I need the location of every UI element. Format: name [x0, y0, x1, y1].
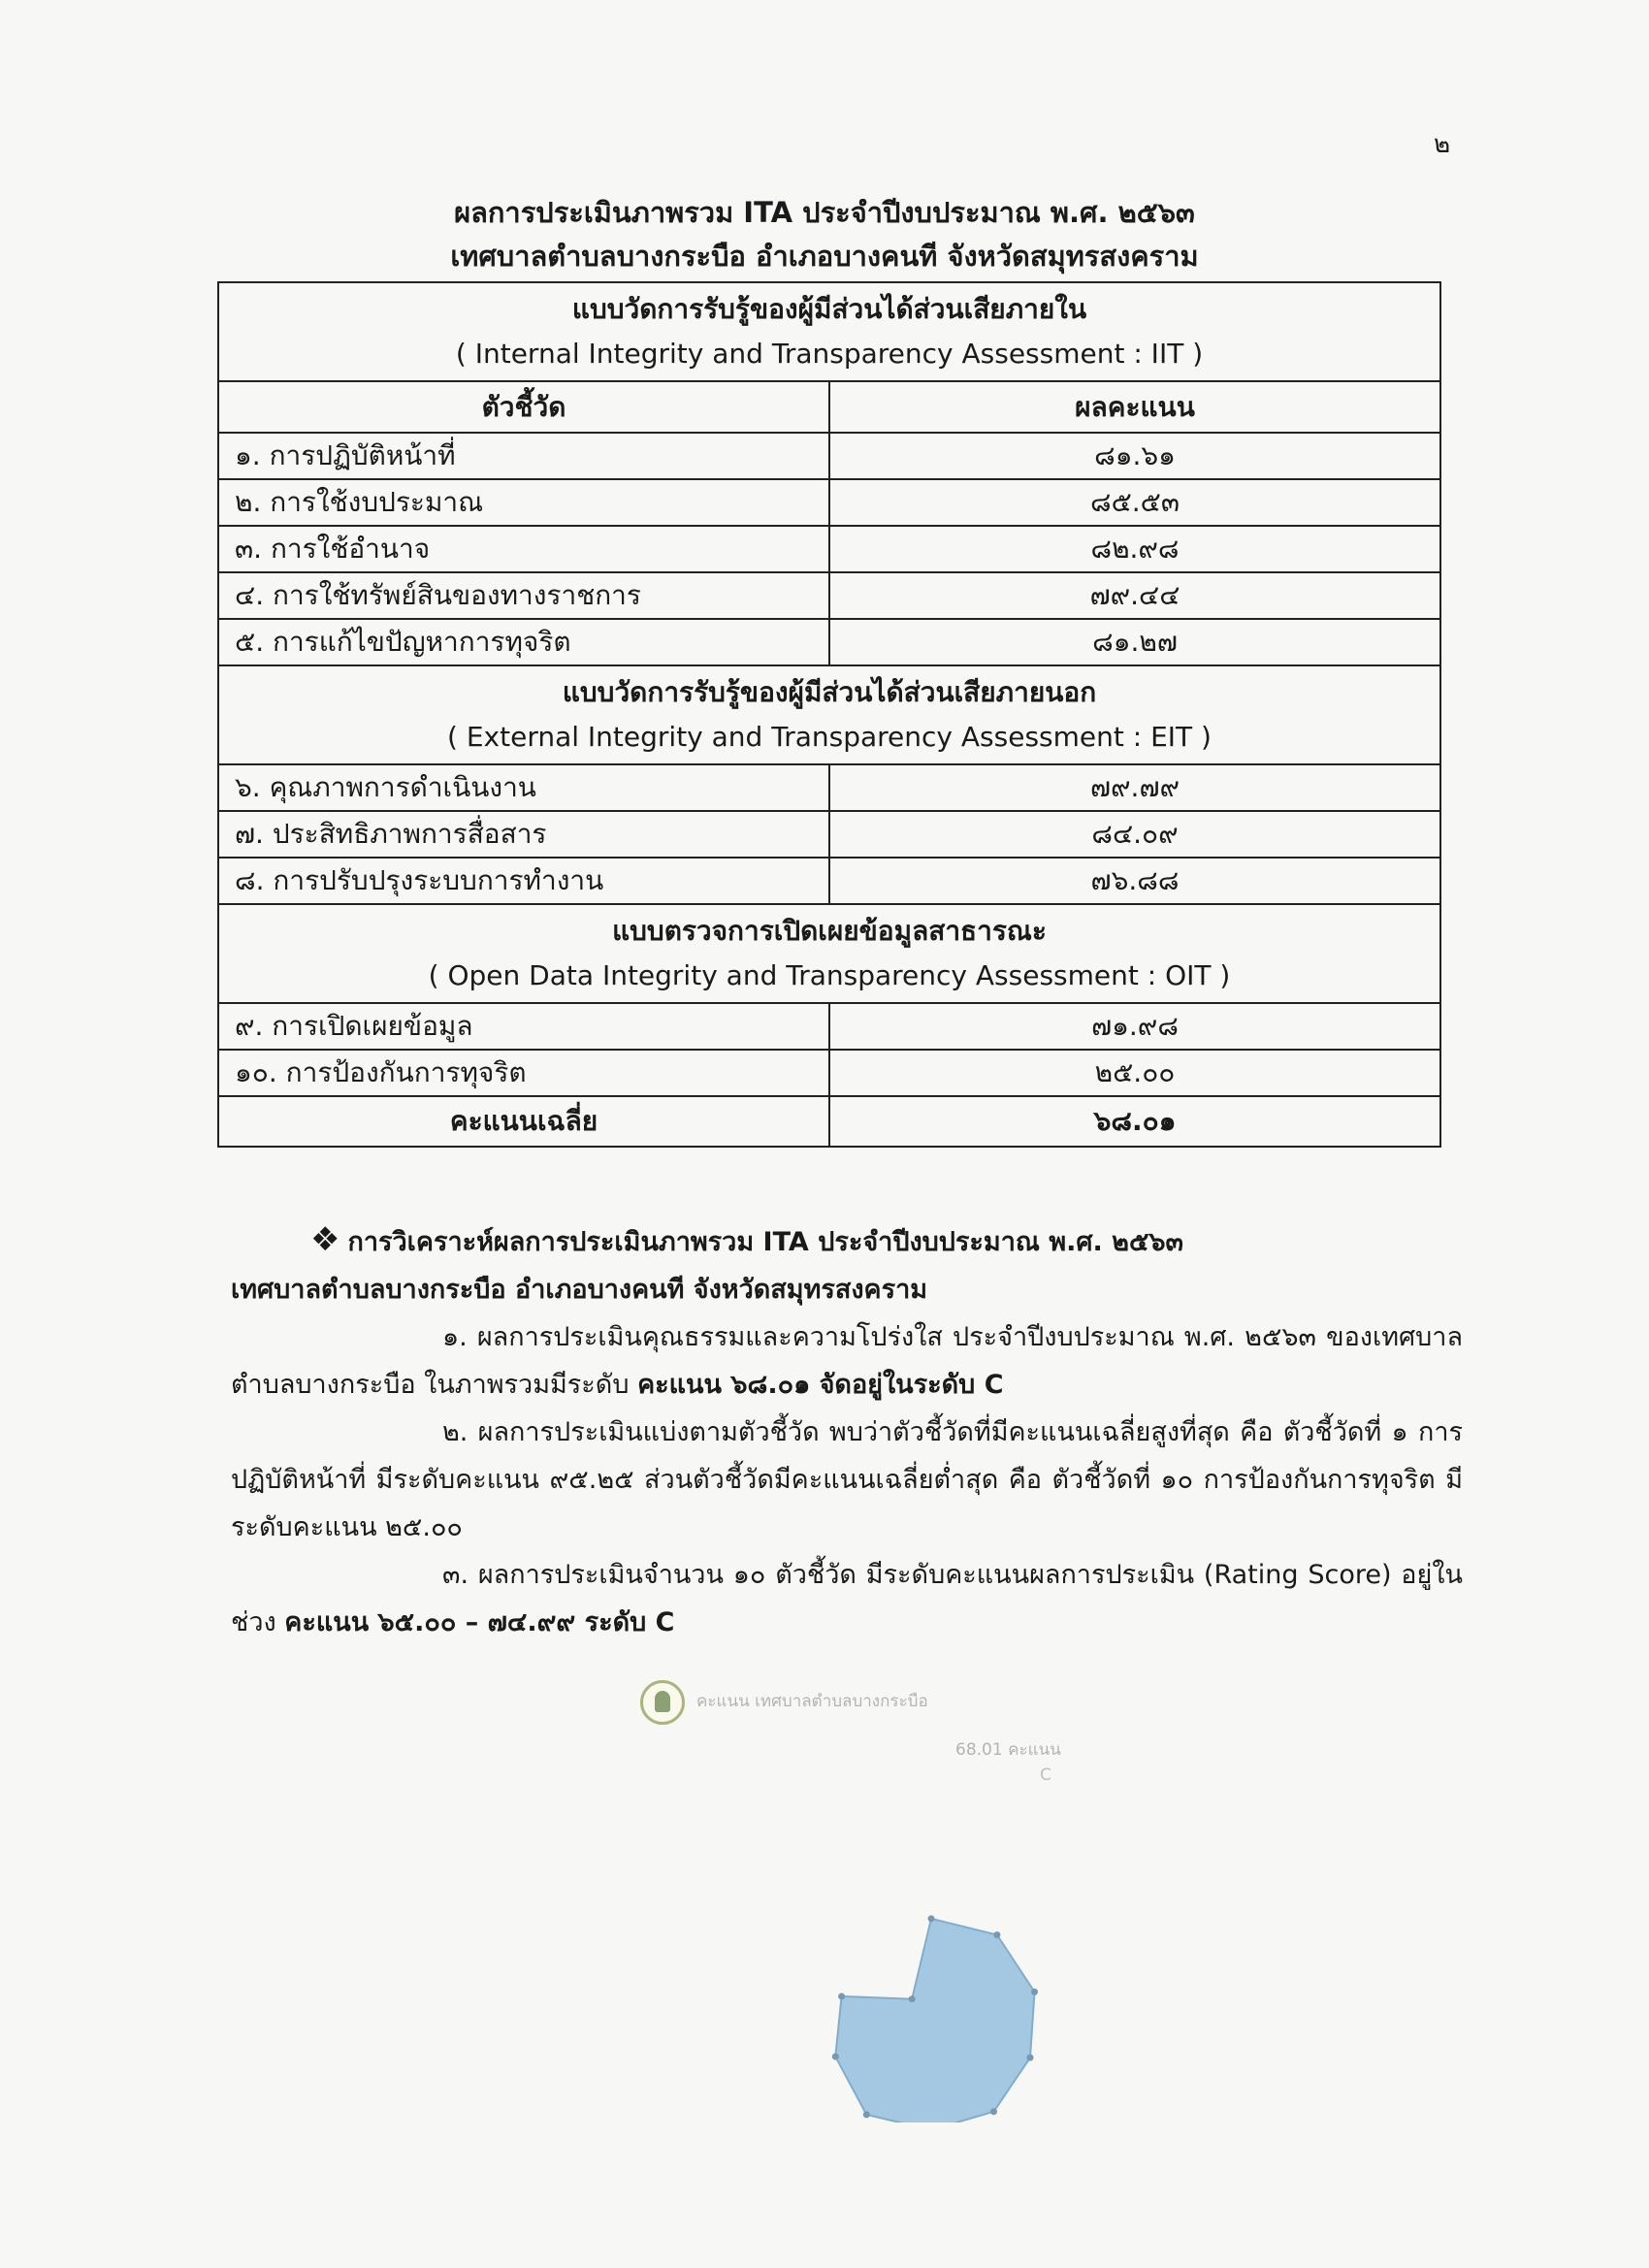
indicator-score: ๘๒.๙๘ — [829, 526, 1440, 572]
analysis-paragraph-3-text: ๓. ผลการประเมินจำนวน ๑๐ ตัวชี้วัด มีระดับคะแนนผลการประเมิน (Rating Score) อยู่ในช่วง — [231, 1560, 1463, 1637]
analysis-heading-text: การวิเคราะห์ผลการประเมินภาพรวม ITA ประจำปีงบประมาณ พ.ศ. ๒๕๖๓ — [347, 1227, 1184, 1257]
analysis-paragraph-3-emphasis: คะแนน ๖๕.๐๐ – ๗๔.๙๙ ระดับ C — [284, 1607, 675, 1637]
table-row — [218, 479, 1440, 526]
iit-subtitle: ( Internal Integrity and Transparency Assessment : IIT ) — [455, 338, 1204, 370]
indicator-label: ๗. ประสิทธิภาพการสื่อสาร — [218, 811, 829, 858]
analysis-paragraph-1-emphasis: คะแนน ๖๘.๐๑ จัดอยู่ในระดับ C — [637, 1370, 1004, 1400]
screenshot-title: คะแนน เทศบาลตำบลบางกระบือ — [696, 1692, 928, 1711]
indicator-score: ๘๔.๐๙ — [829, 811, 1440, 858]
indicator-label: ๖. คุณภาพการดำเนินงาน — [218, 764, 829, 811]
radar-point — [1026, 2055, 1033, 2061]
table-row — [218, 811, 1440, 858]
indicator-label: ๔. การใช้ทรัพย์สินของทางราชการ — [218, 572, 829, 619]
indicator-score: ๘๕.๕๓ — [829, 479, 1440, 526]
analysis-section — [231, 1216, 1463, 1646]
title-line-1: ผลการประเมินภาพรวม ITA ประจำปีงบประมาณ พ.ศ. ๒๕๖๓ — [454, 196, 1195, 229]
average-score: ๖๘.๐๑ — [829, 1096, 1440, 1147]
radar-chart — [621, 1667, 1222, 2122]
indicator-label: ๒. การใช้งบประมาณ — [218, 479, 829, 526]
indicator-column-header: ตัวชี้วัด — [218, 381, 829, 433]
average-label: คะแนนเฉลี่ย — [218, 1096, 829, 1147]
indicator-label: ๙. การเปิดเผยข้อมูล — [218, 1003, 829, 1050]
eit-section-header — [218, 665, 1440, 764]
indicator-score: ๗๙.๗๙ — [829, 764, 1440, 811]
analysis-heading — [231, 1216, 1463, 1266]
table-row — [218, 764, 1440, 811]
diamond-bullet-icon: ❖ — [310, 1220, 340, 1259]
indicator-score: ๘๑.๖๑ — [829, 433, 1440, 479]
analysis-paragraph-1 — [231, 1313, 1463, 1409]
table-row — [218, 1050, 1440, 1096]
table-row — [218, 1003, 1440, 1050]
iit-section-header — [218, 282, 1440, 381]
indicator-label: ๓. การใช้อำนาจ — [218, 526, 829, 572]
eit-title: แบบวัดการรับรู้ของผู้มีส่วนได้ส่วนเสียภายนอก — [562, 676, 1097, 708]
analysis-subheading: เทศบาลตำบลบางกระบือ อำเภอบางคนที จังหวัดสมุทรสงคราม — [231, 1275, 928, 1305]
embedded-score-screenshot — [621, 1667, 1222, 2122]
radar-point — [1031, 1989, 1038, 1995]
radar-point — [863, 2111, 870, 2118]
analysis-paragraph-2: ๒. ผลการประเมินแบ่งตามตัวชี้วัด พบว่าตัวชี้วัดที่มีคะแนนเฉลี่ยสูงที่สุด คือ ตัวชี้วัดที่ ๑ การปฏิบัติหน้าที่ มีระดับคะแนน ๙๕.๒๕ ส่วนตัวชี้วัดมีคะแนนเฉลี่ยต่ำสุด คือ ตัวชี้วัดที่ ๑๐ การป้องกันการทุจริต มีระดับคะแนน ๒๕.๐๐ — [231, 1417, 1463, 1542]
indicator-score: ๗๑.๙๘ — [829, 1003, 1440, 1050]
analysis-paragraph-1-text: ๑. ผลการประเมินคุณธรรมและความโปร่งใส ประจำปีงบประมาณ พ.ศ. ๒๕๖๓ ของเทศบาลตำบลบางกระบือ ในภาพรวมมีระดับ — [231, 1322, 1463, 1400]
ita-score-table — [217, 281, 1441, 1148]
indicator-score: ๒๕.๐๐ — [829, 1050, 1440, 1096]
table-row — [218, 572, 1440, 619]
indicator-score: ๗๙.๔๔ — [829, 572, 1440, 619]
indicator-label: ๕. การแก้ไขปัญหาการทุจริต — [218, 619, 829, 665]
screenshot-score: 68.01 คะแนน — [955, 1740, 1061, 1760]
table-row — [218, 526, 1440, 572]
indicator-label: ๑๐. การป้องกันการทุจริต — [218, 1050, 829, 1096]
radar-point — [990, 2108, 997, 2115]
radar-area — [835, 1919, 1034, 2122]
table-row — [218, 433, 1440, 479]
analysis-paragraph-3 — [231, 1551, 1463, 1646]
indicator-label: ๘. การปรับปรุงระบบการทำงาน — [218, 858, 829, 904]
radar-point — [838, 1993, 845, 1999]
indicator-label: ๑. การปฏิบัติหน้าที่ — [218, 433, 829, 479]
oit-title: แบบตรวจการเปิดเผยข้อมูลสาธารณะ — [612, 915, 1047, 947]
screenshot-level: C — [1040, 1766, 1051, 1785]
indicator-score: ๗๖.๘๘ — [829, 858, 1440, 904]
radar-point — [928, 1915, 935, 1922]
oit-subtitle: ( Open Data Integrity and Transparency Assessment : OIT ) — [428, 959, 1231, 991]
table-row — [218, 858, 1440, 904]
page-number: ๒ — [1434, 130, 1451, 159]
iit-title: แบบวัดการรับรู้ของผู้มีส่วนได้ส่วนเสียภายใน — [571, 293, 1087, 325]
indicator-score: ๘๑.๒๗ — [829, 619, 1440, 665]
radar-point — [993, 1931, 1000, 1938]
title-line-2: เทศบาลตำบลบางกระบือ อำเภอบางคนที จังหวัดสมุทรสงคราม — [450, 240, 1199, 273]
table-row — [218, 619, 1440, 665]
table-header-row — [218, 381, 1440, 433]
eit-subtitle: ( External Integrity and Transparency Assessment : EIT ) — [447, 721, 1212, 753]
oit-section-header — [218, 904, 1440, 1003]
average-row — [218, 1096, 1440, 1147]
radar-point — [832, 2054, 839, 2060]
page-title — [0, 190, 1649, 277]
radar-point — [909, 1995, 916, 2002]
score-column-header: ผลคะแนน — [829, 381, 1440, 433]
